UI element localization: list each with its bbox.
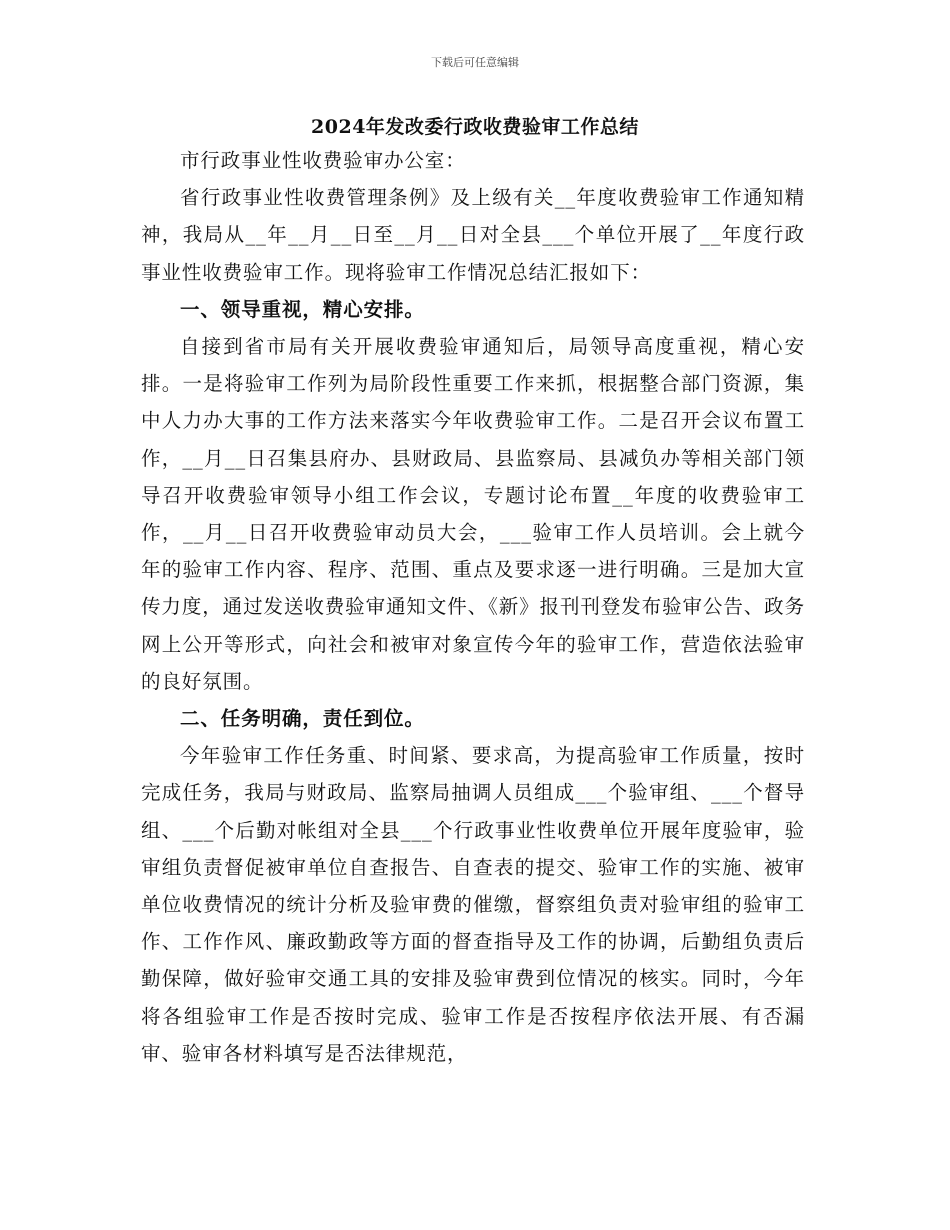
section-heading-2: 二、任务明确，责任到位。 <box>180 707 425 731</box>
section-heading-1: 一、领导重视，精心安排。 <box>180 297 425 321</box>
intro-paragraph: 省行政事业性收费管理条例》及上级有关__年度收费验审工作通知精神，我局从__年__月__日至__月__日对全县___个单位开展了__年度行政事业性收费验审工作。现将验审工作情况总结汇报如下： <box>141 186 805 284</box>
salutation: 市行政事业性收费验审办公室： <box>180 149 466 172</box>
header-note: 下载后可任意编辑 <box>431 56 519 69</box>
document-body <box>141 142 805 1072</box>
section-2-paragraph: 今年验审工作任务重、时间紧、要求高，为提高验审工作质量，按时完成任务，我局与财政局、监察局抽调人员组成___个验审组、___个督导组、___个后勤对帐组对全县___个行政事业性收费单位开展年度验审，验审组负责督促被审单位自查报告、自查表的提交、验审工作的实施、被审单位收费情况的统计分析及验审费的催缴，督察组负责对验审组的验审工作、工作作风、廉政勤政等方面的督查指导及工作的协调，后勤组负责后勤保障，做好验审交通工具的安排及验审费到位情况的核实。同时，今年将各组验审工作是否按时完成、验审工作是否按程序依法开展、有否漏审、验审各材料填写是否法律规范， <box>141 744 805 1065</box>
document-title: 2024年发改委行政收费验审工作总结 <box>311 116 639 138</box>
section-1-paragraph: 自接到省市局有关开展收费验审通知后，局领导高度重视，精心安排。一是将验审工作列为局阶段性重要工作来抓，根据整合部门资源，集中人力办大事的工作方法来落实今年收费验审工作。二是召开会议布置工作，__月__日召集县府办、县财政局、县监察局、县减负办等相关部门领导召开收费验审领导小组工作会议，专题讨论布置__年度的收费验审工作，__月__日召开收费验审动员大会，___验审工作人员培训。会上就今年的验审工作内容、程序、范围、重点及要求逐一进行明确。三是加大宣传力度，通过发送收费验审通知文件、《新》报刊刊登发布验审公告、政务网上公开等形式，向社会和被审对象宣传今年的验审工作，营造依法验审的良好氛围。 <box>141 335 805 693</box>
